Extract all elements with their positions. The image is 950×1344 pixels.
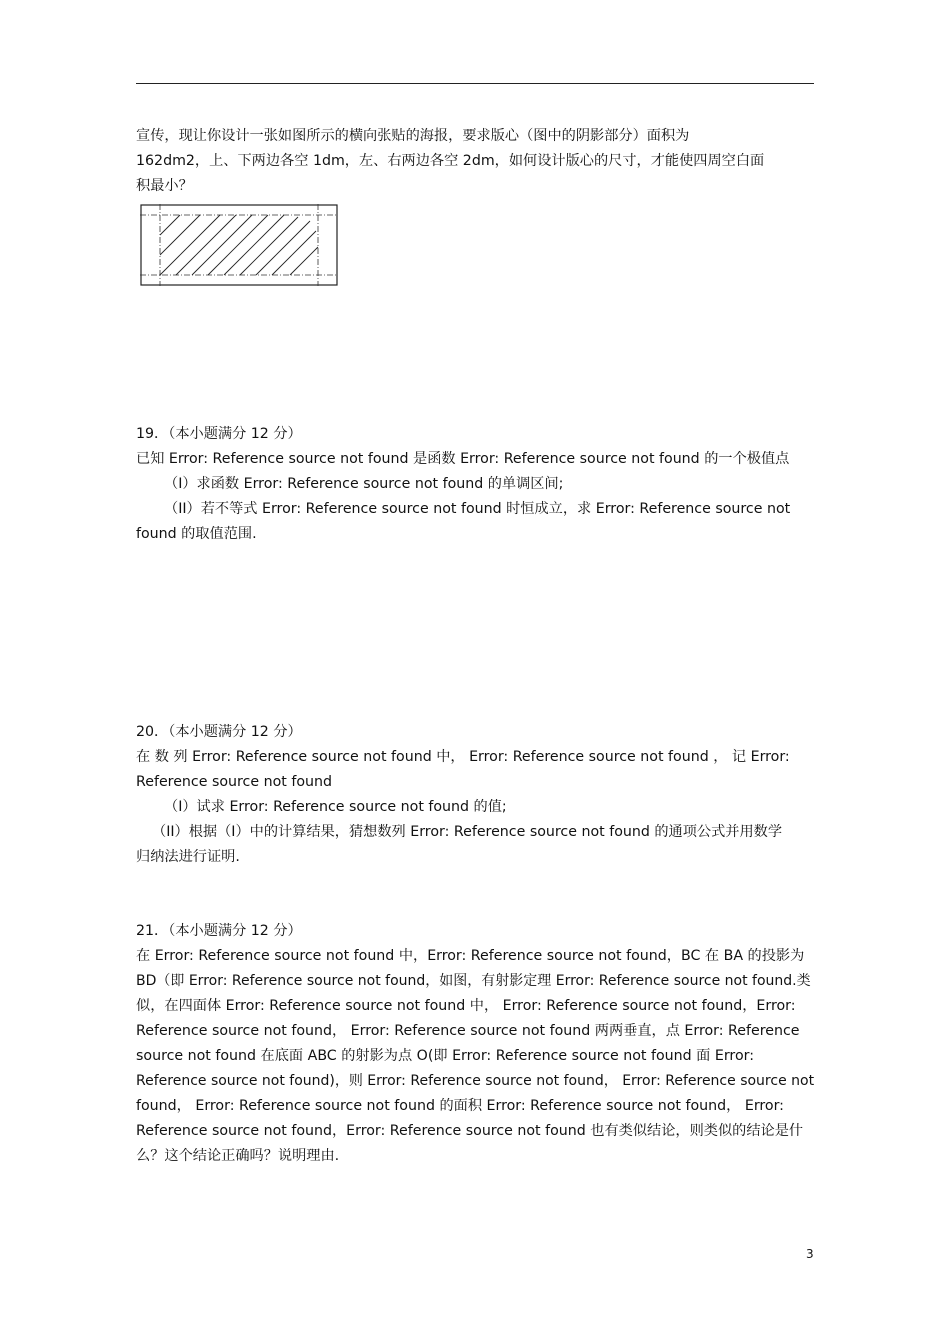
q21-line: BD（即 Error: Reference source not found，如图，有射影定理 Error: Reference source not found.类 <box>136 973 811 989</box>
q18-line: 积最小？ <box>136 178 193 194</box>
q21-heading: 21．（本小题满分 12 分） <box>136 923 302 939</box>
q21-line: 么？这个结论正确吗？说明理由. <box>136 1148 340 1164</box>
q21-line: source not found 在底面 ABC 的射影为点 O(即 Error: Reference source not found 面 Error: <box>136 1048 754 1064</box>
q21-line: 似，在四面体 Error: Reference source not found 中， Error: Reference source not found，Error: <box>136 998 796 1014</box>
page-number: 3 <box>806 1247 814 1261</box>
q21-text <box>136 944 814 1169</box>
poster-diagram <box>140 204 340 288</box>
q20-text <box>136 745 814 870</box>
q20-heading: 20．（本小题满分 12 分） <box>136 724 302 740</box>
q19-part-2: （II）若不等式 Error: Reference source not found 时恒成立，求 Error: Reference source not <box>164 501 791 517</box>
q20-part-1: （I）试求 Error: Reference source not found 的值; <box>164 799 507 815</box>
q21-line: 在 Error: Reference source not found 中，Error: Reference source not found，BC 在 BA 的投影为 <box>136 948 805 964</box>
q20-part-2: （II）根据（I）中的计算结果，猜想数列 Error: Reference source not found 的通项公式并用数学 <box>152 824 783 840</box>
header-rule <box>136 83 814 84</box>
q20-line: Reference source not found <box>136 774 332 790</box>
q21-line: found， Error: Reference source not found 的面积 Error: Reference source not found， Error: <box>136 1098 784 1114</box>
q20-line: 在 数 列 Error: Reference source not found 中， Error: Reference source not found ， 记 Error: <box>136 749 790 765</box>
q18-line: 宣传，现让你设计一张如图所示的横向张贴的海报，要求版心（图中的阴影部分）面积为 <box>136 128 690 144</box>
q19-text <box>136 447 814 547</box>
q21-line: Reference source not found)，则 Error: Reference source not found， Error: Reference source not <box>136 1073 815 1089</box>
q20-line: 归纳法进行证明. <box>136 849 240 865</box>
q19-line: 已知 Error: Reference source not found 是函数 Error: Reference source not found 的一个极值点 <box>136 451 790 467</box>
q21-line: Reference source not found， Error: Reference source not found 两两垂直，点 Error: Reference <box>136 1023 800 1039</box>
q19-heading: 19．（本小题满分 12 分） <box>136 426 302 442</box>
type-area-hatching <box>160 215 318 275</box>
q21-line: Reference source not found，Error: Reference source not found 也有类似结论，则类似的结论是什 <box>136 1123 804 1139</box>
q18-text <box>136 124 814 199</box>
q18-line: 162dm2，上、下两边各空 1dm，左、右两边各空 2dm，如何设计版心的尺寸，才能使四周空白面 <box>136 153 765 169</box>
q19-line: found 的取值范围. <box>136 526 257 542</box>
q19-part-1: （I）求函数 Error: Reference source not found 的单调区间; <box>164 476 564 492</box>
